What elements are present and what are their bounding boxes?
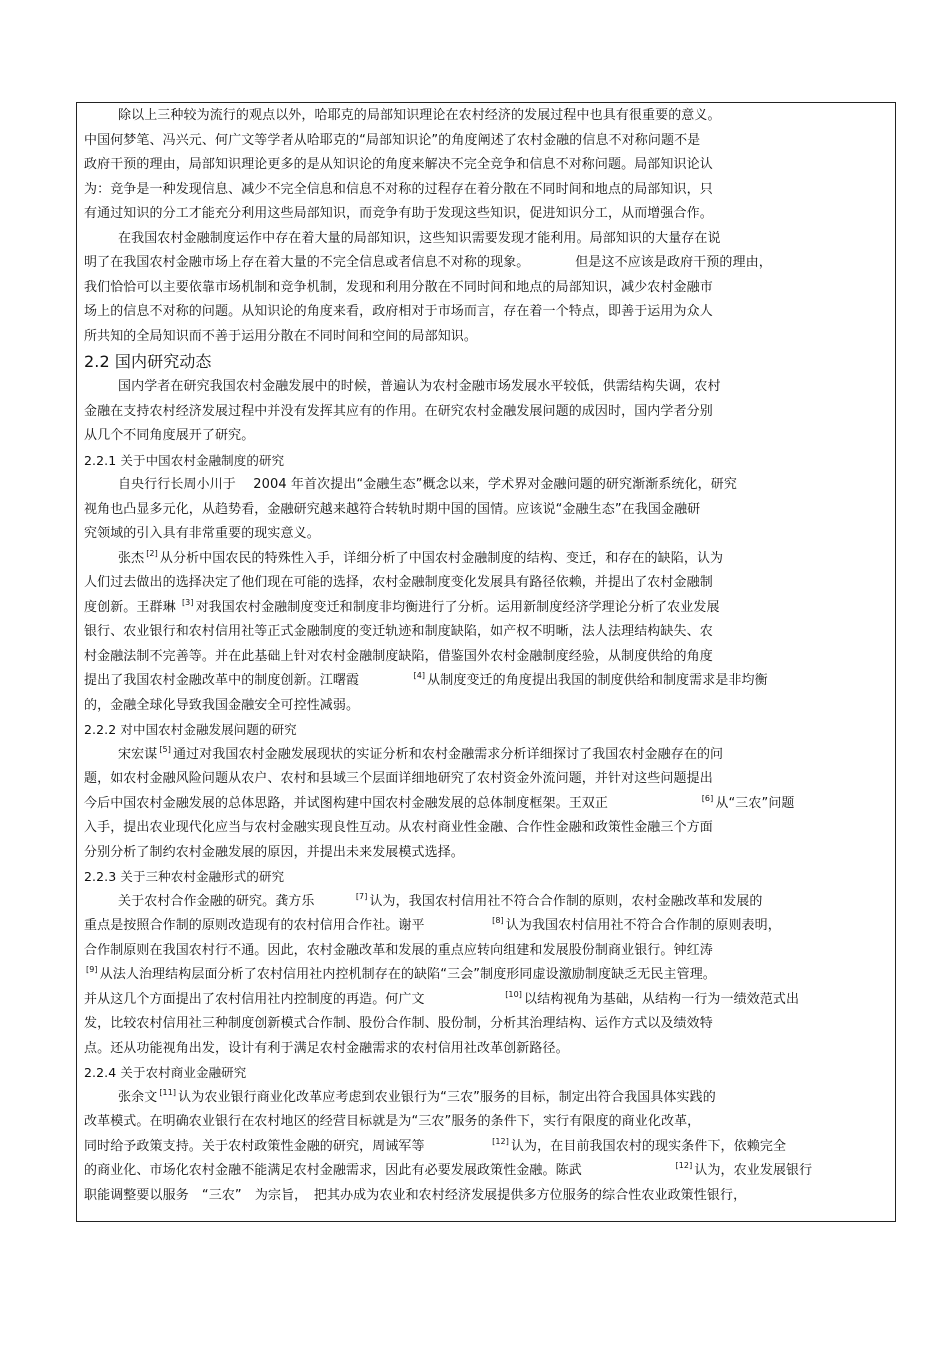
text-content: 从分析中国农民的特殊性入手，详细分析了中国农村金融制度的结构、变迁，和存在的缺陷，认为 (159, 550, 724, 566)
text-line (84, 988, 892, 1013)
text-lead: 提出了我国农村金融改革中的制度创新。江曙霞 (84, 673, 412, 688)
text-content: 题，如农村金融风险问题从农户、农村和县域三个层面详细地研究了农村资金外流问题，并针对这些问题提出 (84, 771, 713, 786)
text-line (84, 153, 892, 178)
text-content: 场上的信息不对称的问题。从知识论的角度来看，政府相对于市场而言，存在着一个特点，即善于运用为众人 (84, 304, 713, 319)
citation-ref: [10] (505, 989, 523, 999)
text-content: 2.2.4 关于农村商业金融研究 (84, 1065, 247, 1080)
text-content: 认为，在目前我国农村的现实条件下，依赖完全 (510, 1138, 787, 1154)
text-content: 2.2 国内研究动态 (84, 352, 212, 371)
text-line (84, 1135, 892, 1160)
text-line (84, 400, 892, 425)
text-content: 2.2.2 对中国农村金融发展问题的研究 (84, 722, 297, 737)
text-line (84, 694, 892, 719)
text-line (84, 129, 892, 154)
citation-ref: [12] (675, 1161, 693, 1170)
text-line (84, 767, 892, 792)
text-line (84, 645, 892, 670)
text-line (84, 325, 892, 350)
text-content: 2.2.1 关于中国农村金融制度的研究 (84, 452, 285, 468)
text-content: 村金融法制不完善等。并在此基础上针对农村金融制度缺陷，借鉴国外农村金融制度经验，从制度供给的角度 (84, 648, 713, 664)
text-content: 政府干预的理由，局部知识理论更多的是从知识论的角度来解决不完全竞争和信息不对称问题。局部知识论认 (84, 157, 713, 172)
text-content: 从几个不同角度展开了研究。 (84, 428, 255, 443)
text-content: 认为我国农村信用社不符合合作制的原则表明， (505, 918, 781, 933)
text-line (84, 375, 892, 400)
subsection-heading (84, 449, 892, 474)
text-lead: 同时给予政策支持。关于农村政策性金融的研究，周诫军等 (84, 1138, 491, 1154)
text-content: 在我国农村金融制度运作中存在着大量的局部知识，这些知识需要发现才能利用。局部知识的大量存在说 (118, 230, 721, 246)
citation-ref: [9] (86, 965, 98, 974)
text-content: 通过对我国农村金融发展现状的实证分析和农村金融需求分析详细探讨了我国农村金融存在的问 (172, 746, 724, 762)
citation-ref: [11] (159, 1087, 177, 1097)
text-content: 点。还从功能视角出发，设计有利于满足农村金融需求的农村信用社改革创新路径。 (84, 1040, 569, 1056)
text-line (84, 620, 892, 645)
text-line (84, 300, 892, 325)
text-line (84, 1159, 892, 1184)
text-line (84, 841, 892, 866)
text-content: 人们过去做出的选择决定了他们现在可能的选择，农村金融制度变化发展具有路径依赖，并提出了农村金融制 (84, 575, 713, 590)
text-content: 究领域的引入具有非常重要的现实意义。 (84, 526, 320, 541)
text-line (84, 743, 892, 768)
text-line (84, 104, 892, 129)
document-body (84, 104, 892, 1208)
text-line (84, 1037, 892, 1062)
text-line (84, 1086, 892, 1111)
text-content: 分别分析了制约农村金融发展的原因，并提出未来发展模式选择。 (84, 844, 464, 860)
subsection-heading (84, 1061, 892, 1086)
citation-ref: [12] (492, 1136, 509, 1146)
subsection-heading (84, 718, 892, 743)
citation-ref: [7] (355, 891, 368, 901)
text-content: 中国何梦笔、冯兴元、何广文等学者从哈耶克的“局部知识论”的角度阐述了农村金融的信息不对称问题不是 (84, 132, 701, 148)
citation-ref: [5] (159, 744, 171, 754)
text-content: 为：竞争是一种发现信息、减少不完全信息和信息不对称的过程存在着分散在不同时间和地点的局部知识，只 (84, 181, 713, 197)
text-line (84, 963, 892, 988)
citation-ref: [3] (181, 597, 194, 607)
text-line (84, 1184, 892, 1209)
text-lead: 重点是按照合作制的原则改造现有的农村信用合作社。谢平 (84, 918, 491, 933)
text-content: 所共知的全局知识而不善于运用分散在不同时间和空间的局部知识。 (84, 328, 478, 344)
text-content: 从制度变迁的角度提出我国的制度供给和制度需求是非均衡 (427, 673, 768, 688)
text-content: 有通过知识的分工才能充分利用这些局部知识，而竞争有助于发现这些知识，促进知识分工，从而增强合作。 (84, 206, 713, 221)
text-content: 视角也凸显多元化，从趋势看，金融研究越来越符合转轨时期中国的国情。应该说“金融生态”在我国金融研 (84, 501, 701, 517)
text-line (84, 816, 892, 841)
text-content: 2.2.3 关于三种农村金融形式的研究 (84, 869, 285, 884)
text-line (84, 792, 892, 817)
text-lead: 的商业化、市场化农村金融不能满足农村金融需求，因此有必要发展政策性金融。陈武 (84, 1163, 674, 1178)
text-content: 认为，农业发展银行 (694, 1163, 813, 1178)
text-content: 发，比较农村信用社三种制度创新模式合作制、股份合作制、股份制，分析其治理结构、运作方式以及绩效特 (84, 1016, 713, 1031)
text-line (84, 498, 892, 523)
citation-ref: [2] (146, 548, 158, 558)
text-content: 明了在我国农村金融市场上存在着大量的不完全信息或者信息不对称的现象。 但是这不应该是政府干预的理由， (84, 255, 772, 270)
text-line (84, 939, 892, 964)
text-line (84, 276, 892, 301)
text-content: 认为农业银行商业化改革应考虑到农业银行为“三农”服务的目标，制定出符合我国具体实践的 (178, 1089, 716, 1105)
citation-ref: [6] (701, 793, 714, 803)
text-content: 以结构视角为基础，从结构一行为一绩效范式出 (524, 991, 800, 1007)
text-line (84, 890, 892, 915)
text-line (84, 1110, 892, 1135)
text-content: 从法人治理结构层面分析了农村信用社内控机制存在的缺陷“三会”制度形同虚设激励制度缺乏无民主管理。 (99, 967, 716, 982)
text-line (84, 571, 892, 596)
text-lead: 度创新。王群琳 (84, 599, 180, 615)
text-lead: 张余文 (118, 1089, 158, 1105)
text-content: 除以上三种较为流行的观点以外，哈耶克的局部知识理论在农村经济的发展过程中也具有很重要的意义。 (118, 108, 721, 123)
citation-ref: [8] (492, 916, 504, 925)
citation-ref: [4] (413, 671, 426, 680)
text-line (84, 1012, 892, 1037)
text-line (84, 251, 892, 276)
text-line (84, 473, 892, 498)
text-line (84, 424, 892, 449)
text-line (84, 202, 892, 227)
text-lead: 关于农村合作金融的研究。龚方乐 (118, 893, 354, 909)
text-content: 职能调整要以服务 “三农” 为宗旨， 把其办成为农业和农村经济发展提供多方位服务的综合性农业政策性银行， (84, 1187, 747, 1203)
text-lead: 并从这几个方面提出了农村信用社内控制度的再造。何广文 (84, 991, 504, 1007)
text-content: 合作制原则在我国农村行不通。因此，农村金融改革和发展的重点应转向组建和发展股份制商业银行。钟红涛 (84, 942, 713, 958)
text-content: 金融在支持农村经济发展过程中并没有发挥其应有的作用。在研究农村金融发展问题的成因时，国内学者分别 (84, 403, 713, 419)
text-content: 自央行行长周小川于 2004 年首次提出“金融生态”概念以来，学术界对金融问题的研究渐渐系统化，研究 (118, 477, 737, 492)
text-content: 改革模式。在明确农业银行在农村地区的经营目标就是为“三农”服务的条件下，实行有限度的商业化改革， (84, 1114, 701, 1129)
text-line (84, 669, 892, 694)
text-line (84, 227, 892, 252)
text-content: 入手，提出农业现代化应当与农村金融实现良性互动。从农村商业性金融、合作性金融和政策性金融三个方面 (84, 820, 713, 835)
text-content: 国内学者在研究我国农村金融发展中的时候，普遍认为农村金融市场发展水平较低，供需结构失调，农村 (118, 379, 721, 394)
text-content: 从“三农”问题 (715, 795, 795, 811)
text-content: 银行、农业银行和农村信用社等正式金融制度的变迁轨迹和制度缺陷，如产权不明晰，法人法理结构缺失、农 (84, 624, 713, 639)
text-line (84, 596, 892, 621)
text-content: 认为，我国农村信用社不符合合作制的原则，农村金融改革和发展的 (369, 893, 763, 909)
text-line (84, 522, 892, 547)
text-line (84, 914, 892, 939)
text-line (84, 178, 892, 203)
text-lead: 今后中国农村金融发展的总体思路，并试图构建中国农村金融发展的总体制度框架。王双正 (84, 795, 700, 811)
subsection-heading (84, 865, 892, 890)
text-lead: 宋宏谋 (118, 746, 158, 762)
text-content: 我们恰恰可以主要依靠市场机制和竞争机制，发现和利用分散在不同时间和地点的局部知识，减少农村金融市 (84, 279, 713, 295)
text-lead: 张杰 (118, 550, 145, 566)
section-heading (84, 349, 892, 375)
text-content: 对我国农村金融制度变迁和制度非均衡进行了分析。运用新制度经济学理论分析了农业发展 (195, 599, 720, 615)
text-content: 的，金融全球化导致我国金融安全可控性减弱。 (84, 697, 360, 713)
text-line (84, 547, 892, 572)
